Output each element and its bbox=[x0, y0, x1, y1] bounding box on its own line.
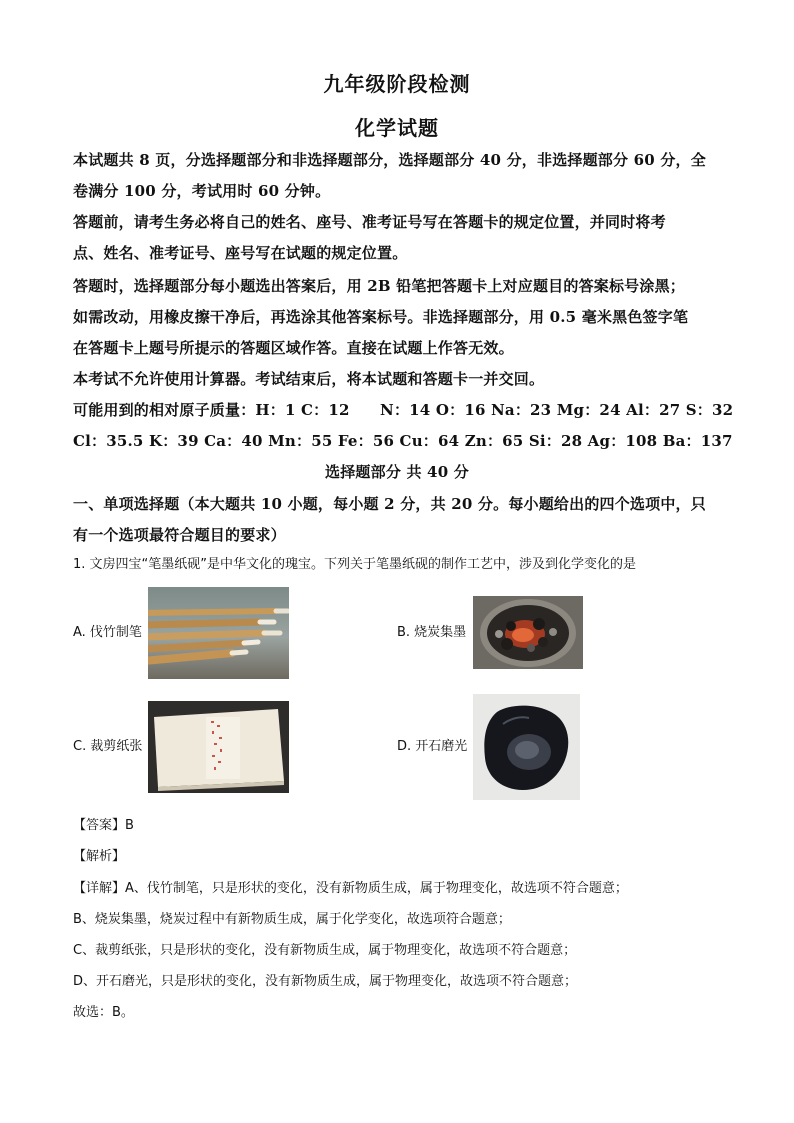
instruction-line: 答题前，请考生务必将自己的姓名、座号、准考证号写在答题卡的规定位置，并同时将考 bbox=[73, 213, 666, 231]
exam-subject: 化学试题 bbox=[355, 116, 439, 140]
option-d-label: D. 开石磨光 bbox=[397, 739, 468, 754]
burning-charcoal-image bbox=[473, 596, 583, 669]
atomic-mass-line: 可能用到的相对原子质量：H：1 C：12 N：14 O：16 Na：23 Mg：24 Al：27 S：32 bbox=[73, 401, 734, 419]
option-a-label: A. 伐竹制笔 bbox=[73, 625, 142, 640]
instruction-line: 卷满分 100 分，考试用时 60 分钟。 bbox=[73, 182, 331, 200]
instruction-line: 在答题卡上题号所提示的答题区域作答。直接在试题上作答无效。 bbox=[73, 339, 514, 357]
answer-line: 【答案】B bbox=[73, 818, 134, 833]
option-c-label: C. 裁剪纸张 bbox=[73, 739, 143, 754]
part-heading: 一、单项选择题（本大题共 10 小题，每小题 2 分，共 20 分。每小题给出的四个选项中，只 bbox=[73, 495, 706, 513]
paper-stack-image bbox=[148, 701, 289, 793]
instruction-line: 答题时，选择题部分每小题选出答案后，用 2B 铅笔把答题卡上对应题目的答案标号涂黑； bbox=[73, 277, 685, 295]
brush-pens-image bbox=[148, 587, 289, 679]
instruction-line: 点、姓名、准考证号、座号写在试题的规定位置。 bbox=[73, 244, 408, 262]
ink-stone-image bbox=[473, 694, 580, 800]
analysis-detail: 【详解】A、伐竹制笔，只是形状的变化，没有新物质生成，属于物理变化，故选项不符合题意； bbox=[73, 881, 628, 896]
part-heading: 有一个选项最符合题目的要求） bbox=[73, 526, 286, 544]
option-b-label: B. 烧炭集墨 bbox=[397, 625, 467, 640]
atomic-mass-line: Cl：35.5 K：39 Ca：40 Mn：55 Fe：56 Cu：64 Zn：65 Si：28 Ag：108 Ba：137 bbox=[73, 432, 733, 450]
analysis-detail: B、烧炭集墨，烧炭过程中有新物质生成，属于化学变化，故选项符合题意； bbox=[73, 912, 511, 927]
analysis-heading: 【解析】 bbox=[73, 849, 126, 864]
instruction-line: 本考试不允许使用计算器。考试结束后，将本试题和答题卡一并交回。 bbox=[73, 370, 545, 388]
analysis-detail: D、开石磨光，只是形状的变化，没有新物质生成，属于物理变化，故选项不符合题意； bbox=[73, 974, 578, 989]
analysis-detail: C、裁剪纸张，只是形状的变化，没有新物质生成，属于物理变化，故选项不符合题意； bbox=[73, 943, 577, 958]
section-title: 选择题部分 共 40 分 bbox=[325, 463, 469, 481]
question-stem: 1. 文房四宝“笔墨纸砚”是中华文化的瑰宝。下列关于笔墨纸砚的制作工艺中，涉及到化学变化的是 bbox=[73, 557, 637, 572]
exam-title: 九年级阶段检测 bbox=[323, 72, 471, 96]
instruction-line: 如需改动，用橡皮擦干净后，再选涂其他答案标号。非选择题部分，用 0.5 毫米黑色签字笔 bbox=[73, 308, 689, 326]
final-choice: 故选：B。 bbox=[73, 1005, 134, 1020]
instruction-line: 本试题共 8 页，分选择题部分和非选择题部分，选择题部分 40 分，非选择题部分 60 分，全 bbox=[73, 151, 706, 169]
